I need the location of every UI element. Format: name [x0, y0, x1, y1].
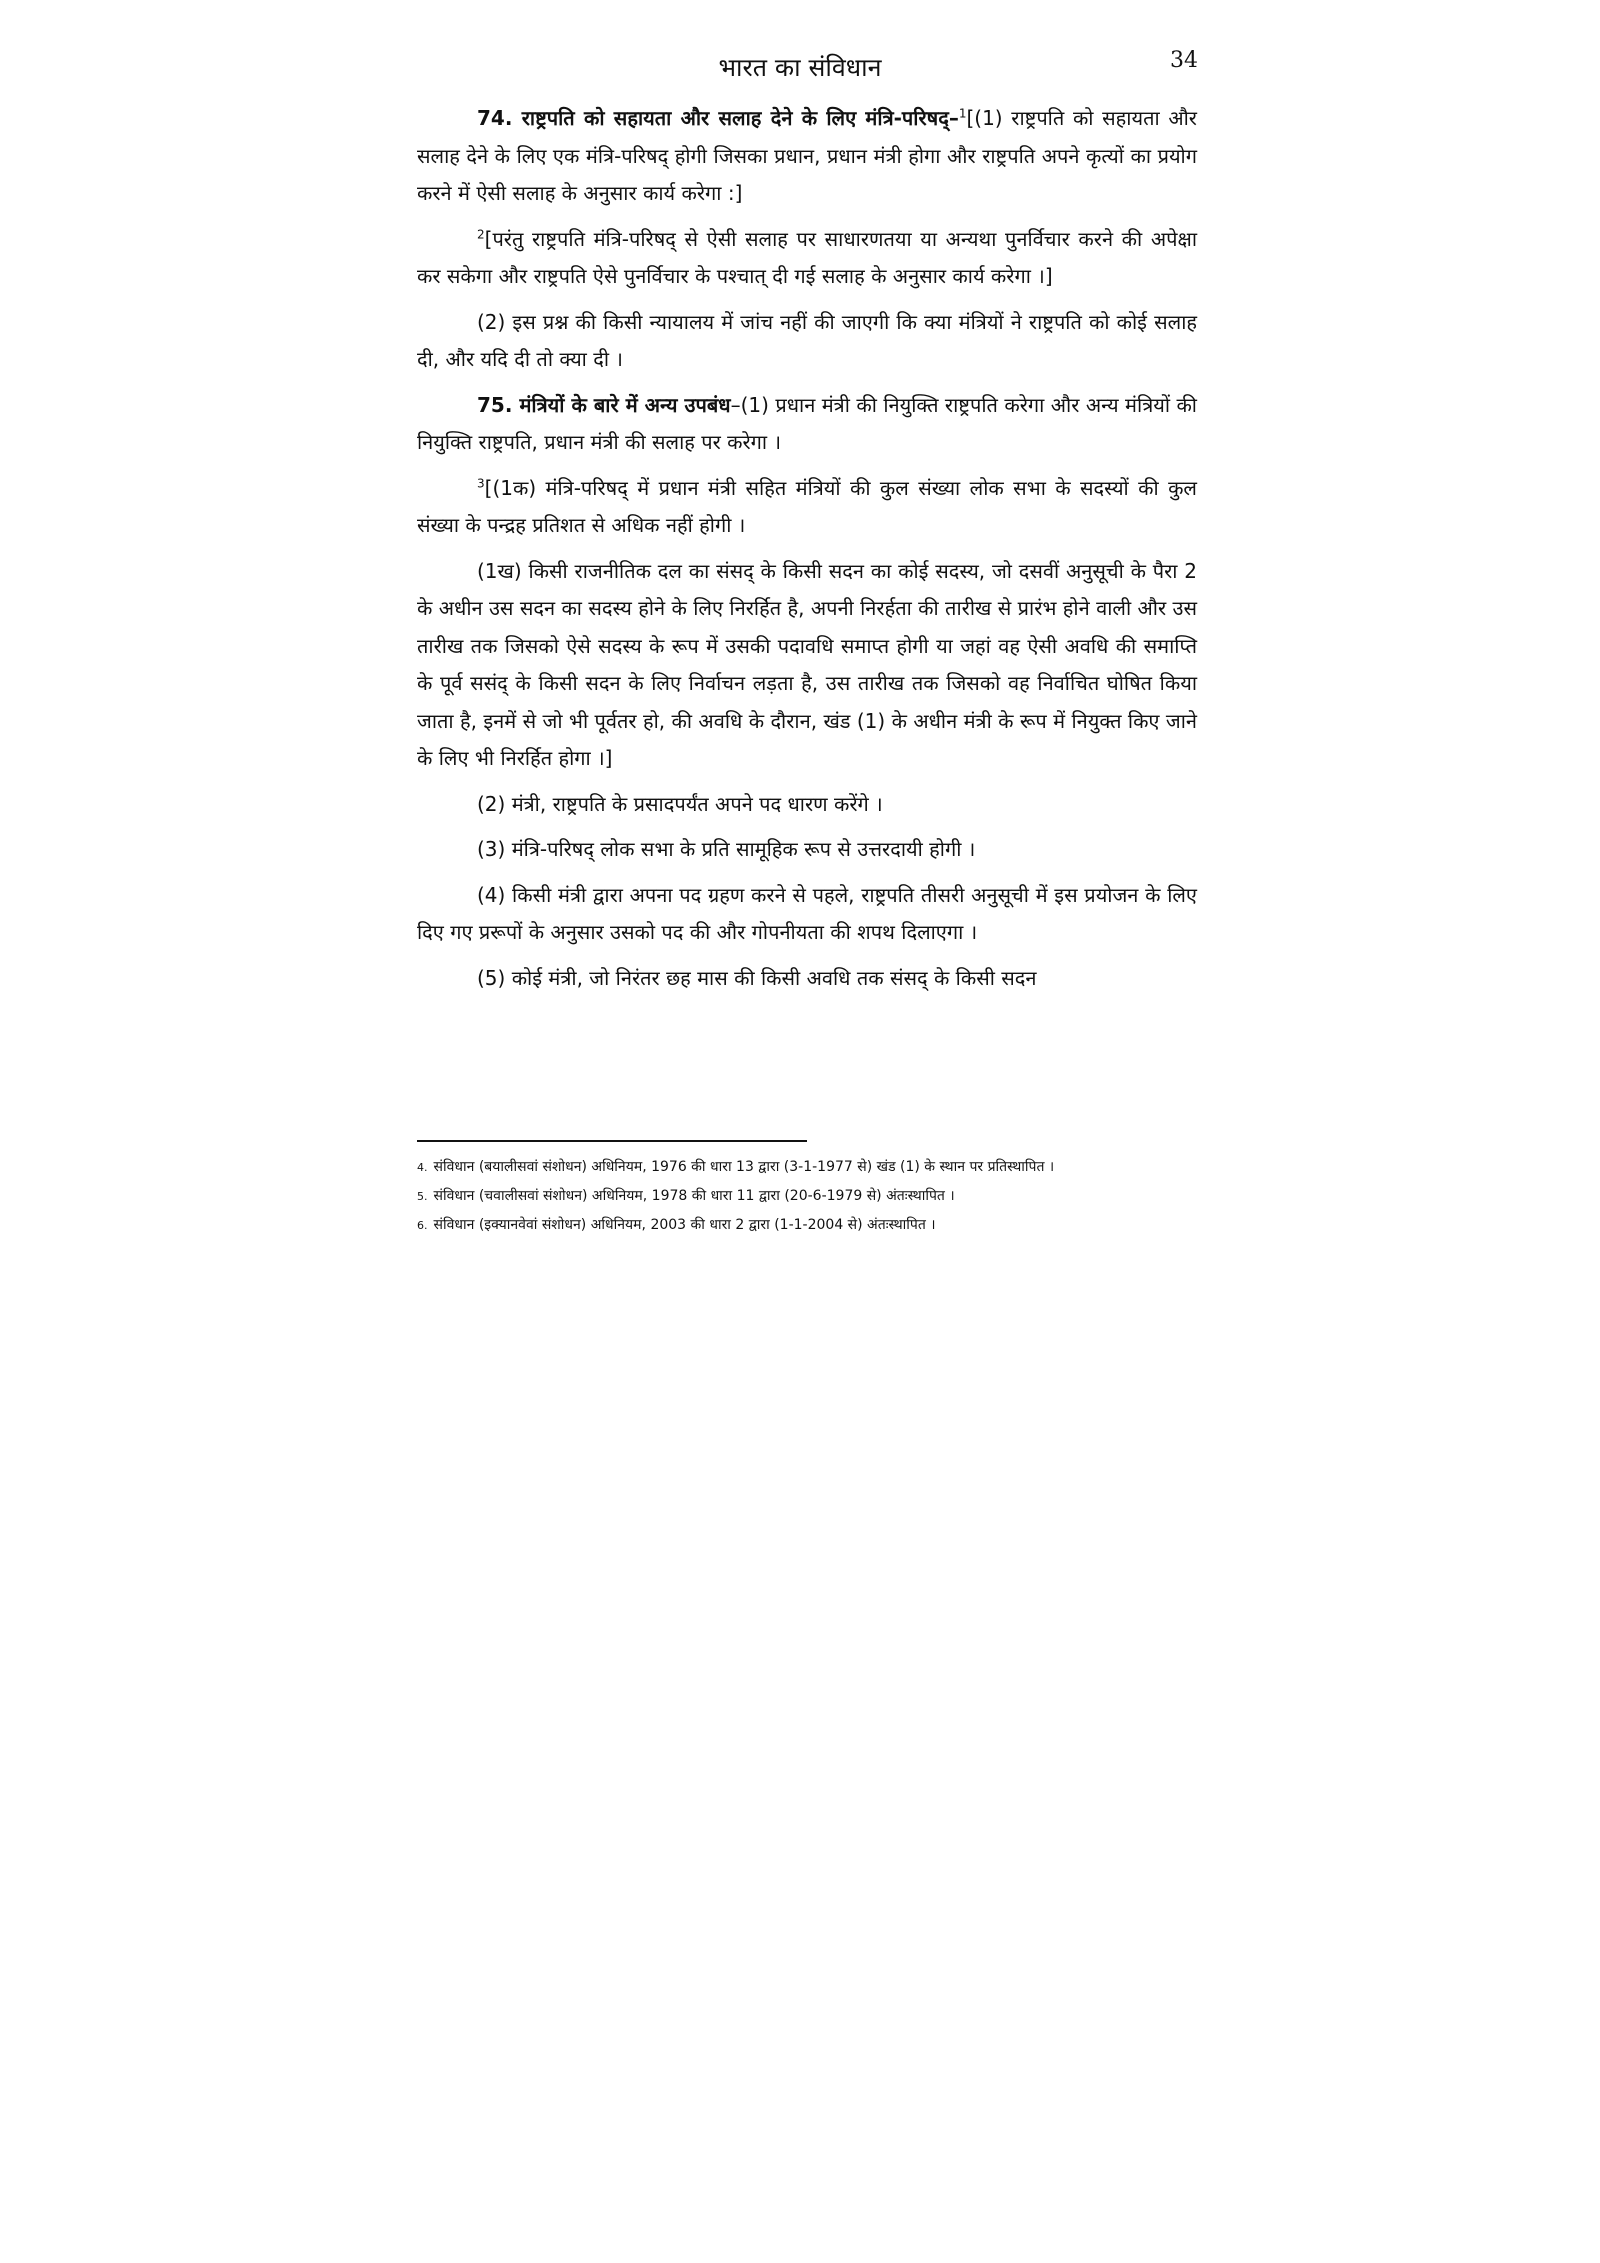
- article-75-heading: 75. मंत्रियों के बारे में अन्य उपबंध: [477, 392, 731, 417]
- page-number: 34: [1170, 48, 1198, 73]
- paragraph-text: (2) इस प्रश्न की किसी न्यायालय में जांच नहीं की जाएगी कि क्या मंत्रियों ने राष्ट्रपति को कोई सलाह दी, और यदि दी तो क्या दी ।: [417, 309, 1197, 371]
- running-head: भारत का संविधान: [718, 53, 882, 82]
- article-74-heading: 74. राष्ट्रपति को सहायता और सलाह देने के लिए मंत्रि-परिषद्–: [477, 106, 959, 130]
- footnote-ref: 3: [477, 475, 485, 490]
- body-text: [417, 100, 1197, 1005]
- article-75-clause-1b: [417, 553, 1197, 778]
- paragraph-text: [(1क) मंत्रि-परिषद् में प्रधान मंत्री सहित मंत्रियों की कुल संख्या लोक सभा के सदस्यों की कुल संख्या के पन्द्रह प्रतिशत से अधिक नहीं होगी ।: [417, 475, 1197, 537]
- footnote-text: संविधान (इक्यानवेवां संशोधन) अधिनियम, 2003 की धारा 2 द्वारा (1-1-2004 से) अंतःस्थापित ।: [433, 1217, 936, 1233]
- paragraph-text: [परंतु राष्ट्रपति मंत्रि-परिषद् से ऐसी सलाह पर साधारणतया या अन्यथा पुनर्विचार करने की अपेक्षा कर सकेगा और राष्ट्रपति ऐसे पुनर्विचार के पश्चात् दी गई सलाह के अनुसार कार्य करेगा ।]: [417, 226, 1197, 288]
- footnote-ref: 2: [477, 226, 485, 241]
- footnote-mark: 4.: [417, 1161, 428, 1174]
- article-75-clause-3: [417, 831, 1197, 869]
- article-75-clause-4: [417, 877, 1197, 952]
- paragraph-text: –(1) प्रधान मंत्री की नियुक्ति राष्ट्रपति करेगा और अन्य मंत्रियों की नियुक्ति राष्ट्रपति, प्रधान मंत्री की सलाह पर करेगा ।: [417, 392, 1197, 454]
- article-75-clause-1a: [417, 470, 1197, 545]
- article-75-clause-1: [417, 387, 1197, 462]
- article-74-clause-1: [417, 100, 1197, 213]
- footnote-mark: 6.: [417, 1219, 428, 1232]
- footnote-divider: [417, 1140, 807, 1142]
- footnote-text: संविधान (चवालीसवां संशोधन) अधिनियम, 1978 की धारा 11 द्वारा (20-6-1979 से) अंतःस्थापित ।: [433, 1188, 955, 1204]
- footnote-item: [417, 1213, 1197, 1238]
- paragraph-text: (5) कोई मंत्री, जो निरंतर छह मास की किसी अवधि तक संसद् के किसी सदन: [477, 965, 1037, 990]
- paragraph-text: (3) मंत्रि-परिषद् लोक सभा के प्रति सामूहिक रूप से उत्तरदायी होगी ।: [477, 837, 976, 861]
- footnote-mark: 5.: [417, 1190, 428, 1203]
- paragraph-text: (2) मंत्री, राष्ट्रपति के प्रसादपर्यंत अपने पद धारण करेंगे ।: [477, 791, 883, 816]
- footnotes: [417, 1155, 1197, 1242]
- article-74-clause-2: [417, 304, 1197, 379]
- footnote-ref: 1: [958, 106, 967, 121]
- article-75-clause-2: [417, 786, 1197, 824]
- footnote-item: [417, 1184, 1197, 1209]
- paragraph-text: (1ख) किसी राजनीतिक दल का संसद् के किसी सदन का कोई सदस्य, जो दसवीं अनुसूची के पैरा 2 के अधीन उस सदन का सदस्य होने के लिए निरर्हित है, अपनी निरर्हता की तारीख से प्रारंभ होने वाली और उस तारीख तक जिसको ऐसे सदस्य के रूप में उसकी पदावधि समाप्त होगी या जहां वह ऐसी अवधि की समाप्ति के पूर्व ससंद् के किसी सदन के लिए निर्वाचन लड़ता है, उस तारीख तक जिसको वह निर्वाचित घोषित किया जाता है, इनमें से जो भी पूर्वतर हो, की अवधि के दौरान, खंड (1) के अधीन मंत्री के रूप में नियुक्त किए जाने के लिए भी निरर्हित होगा ।]: [417, 558, 1197, 770]
- article-74-proviso: [417, 221, 1197, 296]
- article-75-clause-5: [417, 960, 1197, 998]
- footnote-text: संविधान (बयालीसवां संशोधन) अधिनियम, 1976 की धारा 13 द्वारा (3-1-1977 से) खंड (1) के स्थान पर प्रतिस्थापित ।: [433, 1159, 1055, 1175]
- paragraph-text: (4) किसी मंत्री द्वारा अपना पद ग्रहण करने से पहले, राष्ट्रपति तीसरी अनुसूची में इस प्रयोजन के लिए दिए गए प्ररूपों के अनुसार उसको पद की और गोपनीयता की शपथ दिलाएगा ।: [417, 882, 1197, 944]
- paragraph-text: [(1) राष्ट्रपति को सहायता और सलाह देने के लिए एक मंत्रि-परिषद् होगी जिसका प्रधान, प्रधान मंत्री होगा और राष्ट्रपति अपने कृत्यों का प्रयोग करने में ऐसी सलाह के अनुसार कार्य करेगा :]: [417, 106, 1197, 205]
- footnote-item: [417, 1155, 1197, 1180]
